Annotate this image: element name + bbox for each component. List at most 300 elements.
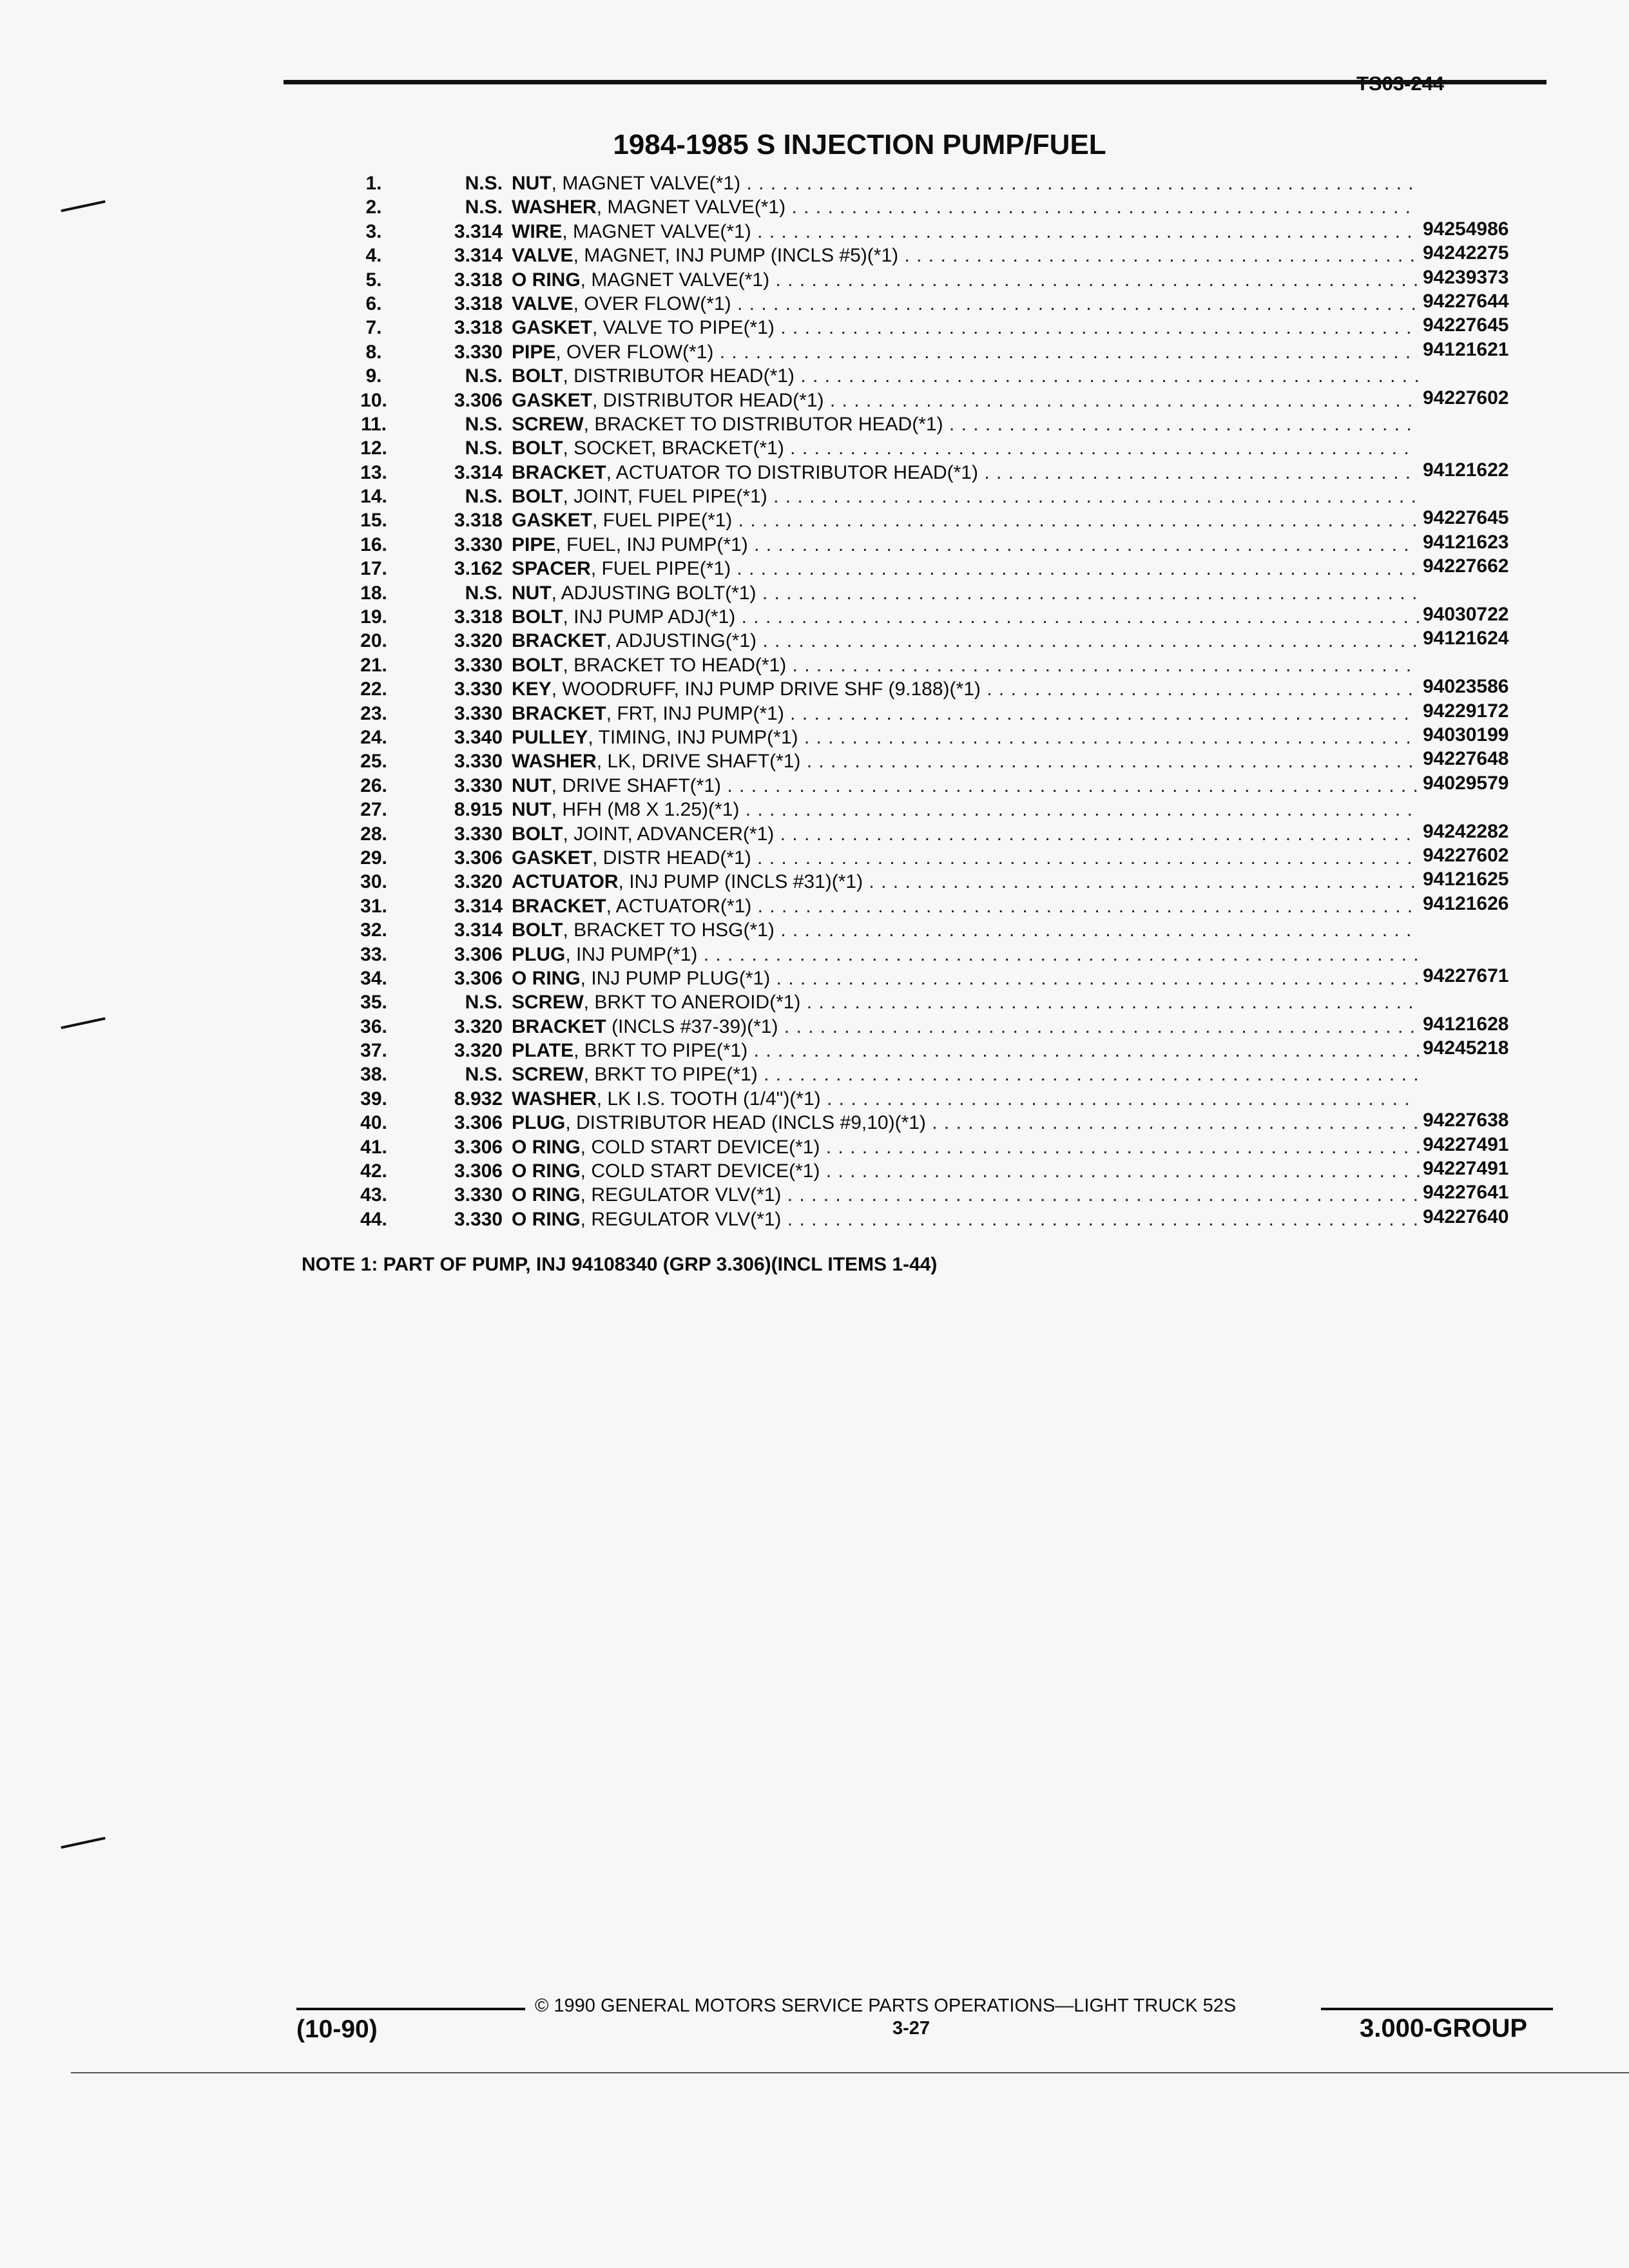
part-detail: , BRKT TO PIPE(*1) xyxy=(583,1064,758,1086)
table-row xyxy=(348,220,1559,244)
part-description xyxy=(512,412,1412,436)
group-number: N.S. xyxy=(465,365,503,387)
part-name: BOLT xyxy=(512,437,563,459)
group-number: N.S. xyxy=(465,173,503,194)
table-row xyxy=(348,533,1559,557)
leader-dots: . . . . . . . . . . . . . . . . . . . . . . . . . . . . . . . . . . . . xyxy=(978,461,1412,483)
leader-dots: . . . . . . . . . . . . . . . . . . . . . . . . . . . . . . . . . . . . . . . . . . . . . . . . . . . xyxy=(800,751,1414,773)
part-detail: , ACTUATOR TO DISTRIBUTOR HEAD(*1) xyxy=(606,461,978,483)
item-number: 37. xyxy=(360,1040,387,1062)
footer-rule xyxy=(1321,2008,1553,2010)
part-name: WIRE xyxy=(512,220,563,242)
table-row xyxy=(348,389,1559,412)
table-row xyxy=(348,1087,1559,1111)
table-row xyxy=(348,629,1559,653)
item-number: 44. xyxy=(360,1208,387,1230)
part-name: SCREW xyxy=(512,992,584,1014)
part-name: O RING xyxy=(512,1160,581,1182)
leader-dots: . . . . . . . . . . . . . . . . . . . . . . . . . . . . . . . . . . . . xyxy=(980,678,1414,700)
part-number: 94245218 xyxy=(1423,1037,1509,1059)
group-number: 3.330 xyxy=(454,678,503,700)
part-detail: , OVER FLOW(*1) xyxy=(573,293,731,314)
table-row xyxy=(348,990,1559,1014)
binder-mark xyxy=(61,1017,105,1029)
leader-dots: . . . . . . . . . . . . . . . . . . . . . . . . . . . . . . . . . . . . . . . . . . . . . . . . . . . . . xyxy=(774,317,1412,339)
part-detail: , BRKT TO ANEROID(*1) xyxy=(583,992,801,1014)
leader-dots: . . . . . . . . . . . . . . . . . . . . . . . . . . . . . . . . . . . . . . . . . . . . . . . . . . . . . . . . . xyxy=(731,558,1417,580)
table-row xyxy=(348,244,1559,267)
leader-dots: . . . . . . . . . . . . . . . . . . . . . . . . . . . . . . . . . . . . . . . . . . . . . . . . . . xyxy=(820,1160,1422,1182)
part-detail: , HFH (M8 X 1.25)(*1) xyxy=(551,799,740,821)
table-row xyxy=(348,316,1559,340)
part-number: 94121624 xyxy=(1423,628,1509,649)
group-number: 3.330 xyxy=(454,702,503,724)
part-number: 94030722 xyxy=(1423,604,1509,626)
item-number: 4. xyxy=(365,245,382,267)
part-name: BRACKET xyxy=(512,630,606,652)
part-number: 94121622 xyxy=(1423,459,1509,481)
part-detail: , ADJUSTING(*1) xyxy=(606,630,757,652)
part-description xyxy=(512,195,1411,219)
part-name: VALVE xyxy=(512,245,574,267)
group-number: 3.320 xyxy=(454,871,503,893)
part-description xyxy=(512,244,1416,267)
table-row xyxy=(348,1111,1559,1135)
leader-dots: . . . . . . . . . . . . . . . . . . . . . . . . . . . . . . . . . . . . . . . . . . . . . . . . . . . . . . . xyxy=(757,630,1418,652)
part-name: SPACER xyxy=(512,558,591,580)
part-description xyxy=(512,1015,1416,1039)
part-detail: , MAGNET VALVE(*1) xyxy=(562,220,751,242)
leader-dots: . . . . . . . . . . . . . . . . . . . . . . . . . . . . . . . . . . . . . . . . . . . . . . . . . . . . . . . xyxy=(751,847,1413,869)
group-number: 3.314 xyxy=(454,461,503,483)
leader-dots: . . . . . . . . . . . . . . . . . . . . . . . . . . . . . . . . . . . . . . . . . xyxy=(925,1112,1420,1134)
group-number: 3.314 xyxy=(454,245,503,267)
part-name: O RING xyxy=(512,1136,581,1158)
group-number: 3.314 xyxy=(454,919,503,941)
parts-list xyxy=(348,171,1559,1231)
leader-dots: . . . . . . . . . . . . . . . . . . . . . . . . . . . . . . . . . . . . . . . . . . . . . . . . . . . . . . xyxy=(767,486,1417,508)
part-name: O RING xyxy=(512,967,581,989)
group-number: 3.330 xyxy=(454,774,503,796)
part-name: BOLT xyxy=(512,823,563,845)
table-row xyxy=(348,557,1559,581)
leader-dots: . . . . . . . . . . . . . . . . . . . . . . . . . . . . . . . . . . . . . . . . . . . . . . . . . . . . . . . . . xyxy=(732,510,1418,532)
part-description xyxy=(512,389,1413,412)
item-number: 41. xyxy=(360,1136,387,1158)
part-detail: , JOINT, FUEL PIPE(*1) xyxy=(563,486,767,508)
part-description xyxy=(512,485,1417,508)
part-number: 94242282 xyxy=(1423,820,1509,842)
group-number: 3.340 xyxy=(454,726,503,748)
part-name: BOLT xyxy=(512,919,563,941)
part-name: GASKET xyxy=(512,847,593,869)
table-row xyxy=(348,1062,1559,1086)
part-detail: , ADJUSTING BOLT(*1) xyxy=(551,582,757,604)
table-row xyxy=(348,508,1559,532)
group-number: 3.314 xyxy=(454,220,503,242)
part-name: BOLT xyxy=(512,486,563,508)
table-row xyxy=(348,894,1559,918)
group-number: 3.320 xyxy=(454,1040,503,1062)
part-detail: , FRT, INJ PUMP(*1) xyxy=(606,702,784,724)
item-number: 34. xyxy=(360,967,387,989)
part-description xyxy=(512,990,1414,1014)
part-number: 94227491 xyxy=(1423,1133,1509,1155)
leader-dots: . . . . . . . . . . . . . . . . . . . . . . . . . . . . . . . . . . . . . . . . . . . . . . . . . . . . . xyxy=(774,919,1412,941)
part-detail: , OVER FLOW(*1) xyxy=(555,341,714,363)
leader-dots: . . . . . . . . . . . . . . . . . . . . . . . . . . . . . . . . . . . . . . . . . . . . . . . . . . . . . . . xyxy=(757,1064,1420,1086)
part-number: 94227645 xyxy=(1423,314,1509,336)
part-name: ACTUATOR xyxy=(512,871,619,893)
part-description xyxy=(512,268,1419,292)
part-name: PLATE xyxy=(512,1040,574,1062)
part-description xyxy=(512,1062,1420,1086)
part-number: 94029579 xyxy=(1423,772,1509,794)
part-description xyxy=(512,436,1410,460)
item-number: 38. xyxy=(360,1064,387,1086)
part-description xyxy=(512,533,1410,557)
item-number: 40. xyxy=(360,1112,387,1134)
part-name: BRACKET xyxy=(512,702,606,724)
part-name: PIPE xyxy=(512,533,556,555)
part-detail: , BRACKET TO HEAD(*1) xyxy=(563,654,787,676)
table-row xyxy=(348,581,1559,605)
group-number: 3.330 xyxy=(454,533,503,555)
table-row xyxy=(348,1039,1559,1062)
item-number: 9. xyxy=(365,365,382,387)
part-name: KEY xyxy=(512,678,552,700)
part-detail: , JOINT, ADVANCER(*1) xyxy=(563,823,775,845)
part-name: PLUG xyxy=(512,943,566,965)
part-number: 94023586 xyxy=(1423,676,1509,698)
part-detail: , INJ PUMP ADJ(*1) xyxy=(563,606,736,628)
part-name: BOLT xyxy=(512,606,563,628)
part-description xyxy=(512,629,1418,653)
leader-dots: . . . . . . . . . . . . . . . . . . . . . . . . . . . . . . . . . . . . . . . . . . . . . . . . . . . . . . . . . xyxy=(731,293,1417,314)
leader-dots: . . . . . . . . . . . . . . . . . . . . . . . . . . . . . . . . . . . . . . . . . . . xyxy=(898,245,1416,267)
item-number: 27. xyxy=(360,799,387,821)
part-description xyxy=(512,726,1412,749)
group-number: N.S. xyxy=(465,197,503,218)
table-row xyxy=(348,918,1559,942)
item-number: 18. xyxy=(360,582,387,604)
part-number: 94227648 xyxy=(1423,748,1509,770)
leader-dots: . . . . . . . . . . . . . . . . . . . . . . . . . . . . . . . . . . . . . . . . . . . . . . xyxy=(863,871,1416,893)
part-detail: , MAGNET VALVE(*1) xyxy=(596,197,786,218)
table-row xyxy=(348,870,1559,894)
part-description xyxy=(512,557,1416,581)
part-name: SCREW xyxy=(512,1064,584,1086)
table-row xyxy=(348,1159,1559,1183)
group-number: 3.306 xyxy=(454,1136,503,1158)
part-number: 94227644 xyxy=(1423,290,1509,312)
part-description xyxy=(512,677,1414,701)
part-description xyxy=(512,870,1416,894)
group-number: 3.306 xyxy=(454,1112,503,1134)
group-number: 3.330 xyxy=(454,1184,503,1206)
item-number: 28. xyxy=(360,823,387,845)
item-number: 14. xyxy=(360,486,387,508)
part-detail: , REGULATOR VLV(*1) xyxy=(580,1208,782,1230)
doc-code: TS03-244 xyxy=(1356,72,1445,95)
group-number: 3.330 xyxy=(454,341,503,363)
leader-dots: . . . . . . . . . . . . . . . . . . . . . . . . . . . . . . . . . . . . . . . . . . . . . . . . . xyxy=(824,389,1414,411)
item-number: 17. xyxy=(360,558,387,580)
part-number: 94121626 xyxy=(1423,892,1509,914)
part-detail: , MAGNET VALVE(*1) xyxy=(580,269,770,291)
group-number: 3.318 xyxy=(454,293,503,314)
leader-dots: . . . . . . . . . . . . . . . . . . . . . . . . . . . . . . . . . . . . . . . . . . . . . . . . . xyxy=(820,1088,1411,1110)
table-row xyxy=(348,292,1559,316)
item-number: 6. xyxy=(365,293,382,314)
part-description xyxy=(512,1183,1419,1207)
item-number: 26. xyxy=(360,774,387,796)
binder-mark xyxy=(61,200,105,212)
item-number: 25. xyxy=(360,751,387,773)
part-detail: , FUEL, INJ PUMP(*1) xyxy=(555,533,748,555)
table-row xyxy=(348,653,1559,677)
footer-date: (10-90) xyxy=(296,2015,378,2043)
table-row xyxy=(348,1207,1559,1231)
table-row xyxy=(348,605,1559,629)
part-detail: , DISTRIBUTOR HEAD(*1) xyxy=(563,365,795,387)
table-row xyxy=(348,1015,1559,1039)
part-number: 94030199 xyxy=(1423,724,1509,745)
part-detail: (INCLS #37-39)(*1) xyxy=(606,1015,778,1037)
item-number: 19. xyxy=(360,606,387,628)
leader-dots: . . . . . . . . . . . . . . . . . . . . . . . . . . . . . . . . . . . . . . . . . . . . . . . . . . . . . . . xyxy=(756,582,1418,604)
table-row xyxy=(348,966,1559,990)
leader-dots: . . . . . . . . . . . . . . . . . . . . . . . . . . . . . . . . . . . . . . . . . . . . . . . . . . . . . xyxy=(781,1184,1419,1206)
part-description xyxy=(512,581,1418,605)
part-name: PLUG xyxy=(512,1112,566,1134)
leader-dots: . . . . . . . . . . . . . . . . . . . . . . . . . . . . . . . . . . . . . . . . . . . . . . . . . . . . . xyxy=(774,823,1412,845)
part-detail: , INJ PUMP PLUG(*1) xyxy=(580,967,771,989)
group-number: N.S. xyxy=(465,992,503,1014)
table-row xyxy=(348,268,1559,292)
leader-dots: . . . . . . . . . . . . . . . . . . . . . . . . . . . . . . . . . . . . . . . . . . . . . . . . . . . . . . . . . . xyxy=(713,341,1412,363)
group-number: 3.330 xyxy=(454,1208,503,1230)
part-detail: , BRACKET TO HSG(*1) xyxy=(563,919,775,941)
leader-dots: . . . . . . . . . . . . . . . . . . . . . . . . . . . . . . . . . . . . . . . . . . . . . . . . . . . . xyxy=(784,702,1410,724)
item-number: 30. xyxy=(360,871,387,893)
part-detail: , COLD START DEVICE(*1) xyxy=(580,1160,820,1182)
item-number: 16. xyxy=(360,533,387,555)
group-number: 3.314 xyxy=(454,895,503,917)
bottom-rule xyxy=(71,2072,1629,2073)
part-number: 94227662 xyxy=(1423,555,1509,577)
part-description xyxy=(512,653,1412,677)
item-number: 23. xyxy=(360,702,387,724)
table-row xyxy=(348,1135,1559,1159)
part-number: 94121628 xyxy=(1423,1013,1509,1035)
leader-dots: . . . . . . . . . . . . . . . . . . . . . . . . . . . . . . . . . . . . . . . . . . . . . . . . . . . . . . xyxy=(770,967,1420,989)
part-name: BRACKET xyxy=(512,461,606,483)
group-number: 3.320 xyxy=(454,1015,503,1037)
leader-dots: . . . . . . . . . . . . . . . . . . . . . . . . . . . . . . . . . . . . . . . . . . . . . . . . . . . . . . . xyxy=(751,220,1413,242)
leader-dots: . . . . . . . . . . . . . . . . . . . . . . . . . . . . . . . . . . . . . . . . . . . . . . . . . . . . . xyxy=(778,1015,1416,1037)
table-row xyxy=(348,461,1559,485)
table-row xyxy=(348,774,1559,798)
part-number: 94239373 xyxy=(1423,266,1509,288)
leader-dots: . . . . . . . . . . . . . . . . . . . . . . . . . . . . . . . . . . . . . . . . . . . . . . . . . . . . . . . . xyxy=(739,799,1413,821)
part-description xyxy=(512,316,1412,340)
group-number: N.S. xyxy=(465,1064,503,1086)
part-description xyxy=(512,292,1417,316)
part-detail: , LK, DRIVE SHAFT(*1) xyxy=(596,751,801,773)
group-number: 3.318 xyxy=(454,317,503,339)
part-name: O RING xyxy=(512,1208,581,1230)
part-name: VALVE xyxy=(512,293,574,314)
part-number: 94227640 xyxy=(1423,1206,1509,1227)
part-description xyxy=(512,171,1414,195)
part-name: PULLEY xyxy=(512,726,588,748)
part-detail: , BRACKET TO DISTRIBUTOR HEAD(*1) xyxy=(583,413,943,435)
leader-dots: . . . . . . . . . . . . . . . . . . . . . . . . . . . . . . . . . . . . . . . . . . . . . . . . . . . xyxy=(798,726,1412,748)
part-description xyxy=(512,605,1421,629)
part-description xyxy=(512,702,1410,726)
part-description xyxy=(512,774,1419,798)
group-number: 3.318 xyxy=(454,269,503,291)
part-detail: , FUEL PIPE(*1) xyxy=(592,510,733,532)
part-name: PIPE xyxy=(512,341,556,363)
page-number: 3-27 xyxy=(892,2018,930,2039)
leader-dots: . . . . . . . . . . . . . . . . . . . . . . . . . . . . . . . . . . . . . . . . . . . . . . . . . . . . . . xyxy=(769,269,1420,291)
part-name: NUT xyxy=(512,799,552,821)
part-description xyxy=(512,846,1413,870)
item-number: 8. xyxy=(365,341,382,363)
part-detail: , INJ PUMP(*1) xyxy=(565,943,698,965)
item-number: 31. xyxy=(360,895,387,917)
table-row xyxy=(348,677,1559,701)
leader-dots: . . . . . . . . . . . . . . . . . . . . . . . . . . . . . . . . . . . . . . . . . . . . . . . . . . . . . . . . . . xyxy=(721,774,1419,796)
part-description xyxy=(512,364,1420,388)
table-row xyxy=(348,726,1559,749)
item-number: 42. xyxy=(360,1160,387,1182)
group-number: 3.306 xyxy=(454,847,503,869)
leader-dots: . . . . . . . . . . . . . . . . . . . . . . . . . . . . . . . . . . . . . . . . . . . . . . . . . . xyxy=(820,1136,1422,1158)
group-number: 3.318 xyxy=(454,606,503,628)
part-description xyxy=(512,1207,1419,1231)
item-number: 10. xyxy=(360,389,387,411)
table-row xyxy=(348,364,1559,388)
item-number: 39. xyxy=(360,1088,387,1110)
group-number: 3.330 xyxy=(454,823,503,845)
group-number: 8.932 xyxy=(454,1088,503,1110)
footer-rule xyxy=(296,2008,525,2010)
part-number: 94227602 xyxy=(1423,844,1509,866)
leader-dots: . . . . . . . . . . . . . . . . . . . . . . . . . . . . . . . . . . . . . . . . . . . . . . . . . . . . xyxy=(784,437,1410,459)
part-number: 94227491 xyxy=(1423,1158,1509,1180)
part-name: O RING xyxy=(512,269,581,291)
part-name: BOLT xyxy=(512,654,563,676)
part-description xyxy=(512,508,1418,532)
part-description xyxy=(512,1087,1410,1111)
page-title: 1984-1985 S INJECTION PUMP/FUEL xyxy=(613,129,1106,160)
part-detail: , DISTRIBUTOR HEAD(*1) xyxy=(592,389,824,411)
table-row xyxy=(348,485,1559,508)
footer-group: 3.000-GROUP xyxy=(1360,2014,1528,2042)
leader-dots: . . . . . . . . . . . . . . . . . . . . . . . . . . . . . . . . . . . . . . . . . . . . . . . . . . . . . . . xyxy=(747,533,1410,555)
table-row xyxy=(348,749,1559,773)
table-row xyxy=(348,702,1559,726)
leader-dots: . . . . . . . . . . . . . . . . . . . . . . . . . . . . . . . . . . . . . . . . . . . . . . . . . . . . . . . . xyxy=(740,173,1414,194)
part-number: 94229172 xyxy=(1423,700,1509,722)
footnote: NOTE 1: PART OF PUMP, INJ 94108340 (GRP 3.306)(INCL ITEMS 1-44) xyxy=(302,1254,938,1275)
leader-dots: . . . . . . . . . . . . . . . . . . . . . . . . . . . . . . . . . . . . . . . . . . . . . . . . . . . . . . . xyxy=(751,895,1414,917)
part-description xyxy=(512,966,1420,990)
part-number: 94121625 xyxy=(1423,869,1509,890)
footer-copyright: © 1990 GENERAL MOTORS SERVICE PARTS OPERATIONS—LIGHT TRUCK 52S xyxy=(535,1995,1237,2016)
part-detail: , REGULATOR VLV(*1) xyxy=(580,1184,782,1206)
part-detail: , FUEL PIPE(*1) xyxy=(590,558,731,580)
leader-dots: . . . . . . . . . . . . . . . . . . . . . . . . . . . . . . . . . . . . . . . . . . . . . . . . . . . . . . . . . xyxy=(735,606,1422,628)
table-row xyxy=(348,171,1559,195)
group-number: 3.306 xyxy=(454,943,503,965)
item-number: 1. xyxy=(365,173,382,194)
group-number: N.S. xyxy=(465,582,503,604)
leader-dots: . . . . . . . . . . . . . . . . . . . . . . . . . . . . . . . . . . . . . . . . . . . . . . . . . . . . . xyxy=(781,1208,1419,1230)
part-number: 94227641 xyxy=(1423,1182,1509,1204)
part-description xyxy=(512,749,1414,773)
part-name: WASHER xyxy=(512,751,597,773)
table-row xyxy=(348,846,1559,870)
table-row xyxy=(348,340,1559,364)
part-name: SCREW xyxy=(512,413,584,435)
item-number: 12. xyxy=(360,437,387,459)
table-row xyxy=(348,195,1559,219)
item-number: 20. xyxy=(360,630,387,652)
part-description xyxy=(512,822,1412,846)
part-name: O RING xyxy=(512,1184,581,1206)
part-description xyxy=(512,798,1413,822)
part-number: 94121623 xyxy=(1423,531,1509,553)
part-detail: , LK I.S. TOOTH (1/4")(*1) xyxy=(596,1088,821,1110)
part-name: NUT xyxy=(512,582,552,604)
group-number: N.S. xyxy=(465,486,503,508)
group-number: 3.330 xyxy=(454,751,503,773)
part-detail: , SOCKET, BRACKET(*1) xyxy=(563,437,784,459)
table-row xyxy=(348,436,1559,460)
group-number: 3.162 xyxy=(454,558,503,580)
part-number: 94227671 xyxy=(1423,965,1509,986)
part-detail: , MAGNET VALVE(*1) xyxy=(551,173,741,194)
part-description xyxy=(512,1135,1422,1159)
part-name: NUT xyxy=(512,774,552,796)
item-number: 32. xyxy=(360,919,387,941)
part-detail: , TIMING, INJ PUMP(*1) xyxy=(588,726,798,748)
group-number: 3.306 xyxy=(454,1160,503,1182)
item-number: 43. xyxy=(360,1184,387,1206)
item-number: 33. xyxy=(360,943,387,965)
group-number: 3.306 xyxy=(454,389,503,411)
group-number: N.S. xyxy=(465,413,503,435)
part-name: BRACKET xyxy=(512,895,606,917)
leader-dots: . . . . . . . . . . . . . . . . . . . . . . . . . . . . . . . . . . . . . . . . . . . . . . . . . . . . . . . . . . . . xyxy=(697,943,1420,965)
table-row xyxy=(348,943,1559,966)
part-name: GASKET xyxy=(512,317,593,339)
part-description xyxy=(512,894,1413,918)
item-number: 13. xyxy=(360,461,387,483)
leader-dots: . . . . . . . . . . . . . . . . . . . . . . . . . . . . . . . . . . . . . . . . . . . . . . . . . . . . xyxy=(786,197,1411,218)
part-number: 94254986 xyxy=(1423,218,1509,240)
part-description xyxy=(512,340,1411,364)
part-detail: , COLD START DEVICE(*1) xyxy=(580,1136,820,1158)
part-number: 94121621 xyxy=(1423,338,1509,360)
item-number: 15. xyxy=(360,510,387,532)
part-detail: , WOODRUFF, INJ PUMP DRIVE SHF (9.188)(*1) xyxy=(551,678,981,700)
group-number: 3.330 xyxy=(454,654,503,676)
